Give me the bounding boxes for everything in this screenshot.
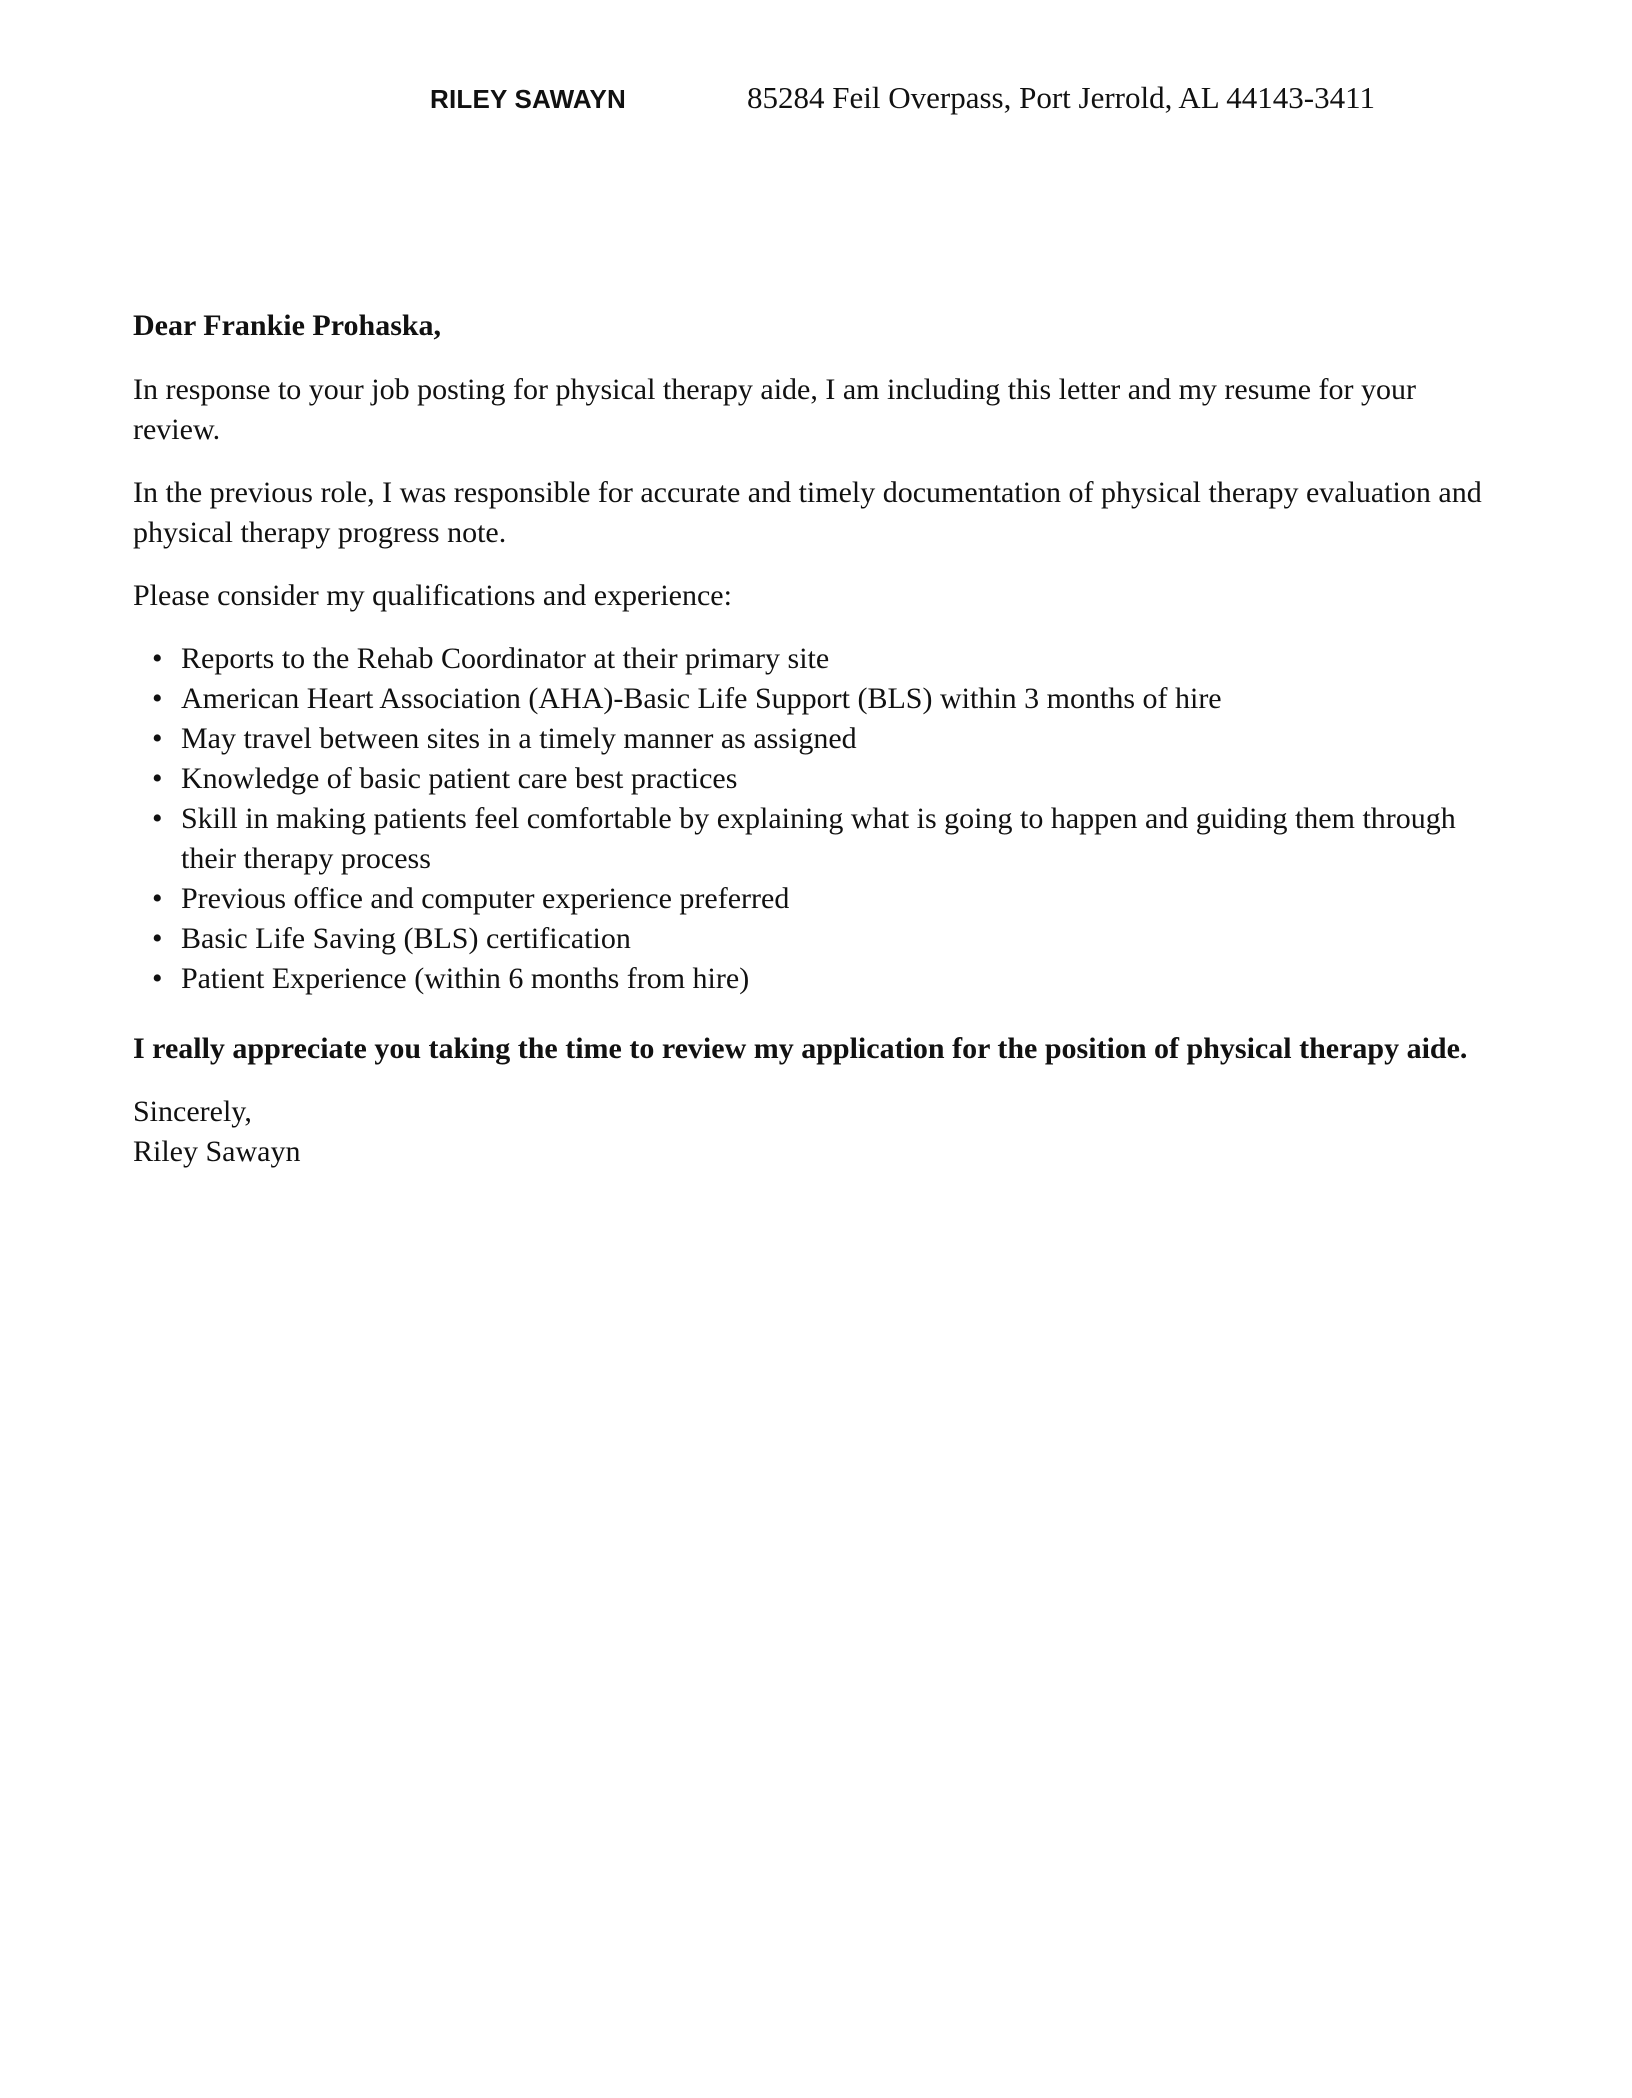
sender-address: 85284 Feil Overpass, Port Jerrold, AL 44143-3411 xyxy=(747,80,1375,115)
list-item xyxy=(152,919,1508,959)
list-item-text: Previous office and computer experience preferred xyxy=(181,882,790,915)
list-item xyxy=(152,959,1508,999)
list-item xyxy=(152,639,1508,679)
salutation: Dear Frankie Prohaska, xyxy=(133,309,442,342)
bullet-icon: • xyxy=(152,642,163,675)
list-item-text: Patient Experience (within 6 months from hire) xyxy=(181,962,750,995)
list-item-text: Basic Life Saving (BLS) certification xyxy=(181,922,631,955)
list-item xyxy=(152,759,1508,799)
bullet-icon: • xyxy=(152,802,163,835)
letter-body xyxy=(133,306,1508,1172)
list-item xyxy=(152,799,1508,879)
intro-paragraph: In response to your job posting for physical therapy aide, I am including this letter and my resume for your review. xyxy=(133,373,1417,446)
list-item xyxy=(152,679,1508,719)
bullet-icon: • xyxy=(152,682,163,715)
closing-statement: I really appreciate you taking the time to review my application for the position of physical therapy aide. xyxy=(133,1032,1468,1065)
sender-name: RILEY SAWAYN xyxy=(430,84,627,114)
bullet-icon: • xyxy=(152,922,163,955)
list-item xyxy=(152,719,1508,759)
list-item-text: May travel between sites in a timely manner as assigned xyxy=(181,722,857,755)
list-item xyxy=(152,879,1508,919)
qualifications-list xyxy=(133,639,1508,999)
list-item-text: American Heart Association (AHA)-Basic Life Support (BLS) within 3 months of hire xyxy=(181,682,1222,715)
bullet-icon: • xyxy=(152,962,163,995)
bullet-icon: • xyxy=(152,762,163,795)
experience-paragraph: In the previous role, I was responsible for accurate and timely documentation of physical therapy evaluation and physical therapy progress note. xyxy=(133,476,1482,549)
bullet-icon: • xyxy=(152,882,163,915)
signoff: Sincerely, xyxy=(133,1095,252,1128)
list-item-text: Knowledge of basic patient care best practices xyxy=(181,762,738,795)
qualifications-intro: Please consider my qualifications and experience: xyxy=(133,579,732,612)
bullet-icon: • xyxy=(152,722,163,755)
signature-name: Riley Sawayn xyxy=(133,1135,301,1168)
list-item-text: Skill in making patients feel comfortable by explaining what is going to happen and guiding them through their therapy process xyxy=(181,802,1456,875)
list-item-text: Reports to the Rehab Coordinator at their primary site xyxy=(181,642,830,675)
